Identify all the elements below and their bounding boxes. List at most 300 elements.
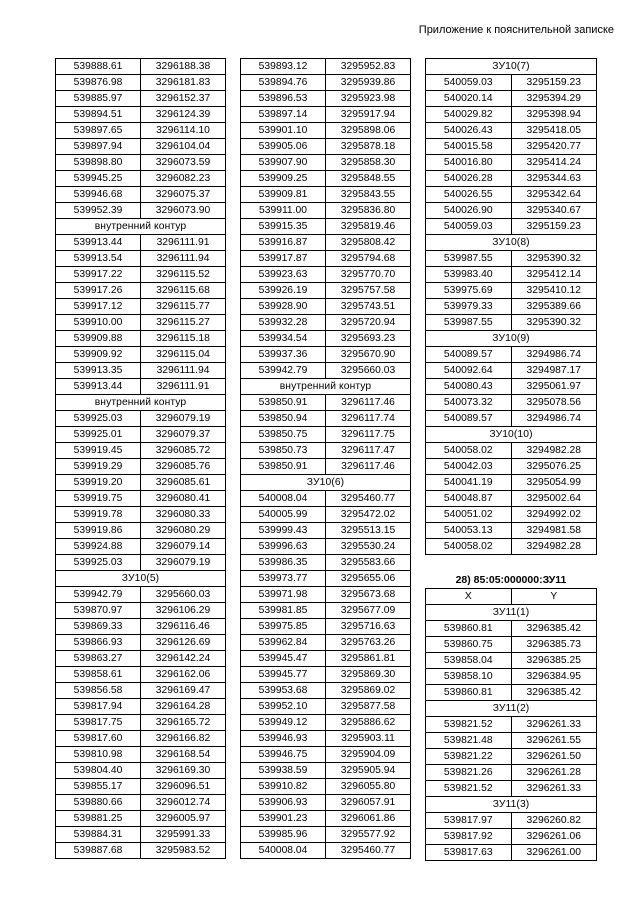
table-row — [241, 523, 411, 539]
spacer — [425, 555, 597, 572]
table-row — [56, 619, 226, 635]
contour-label-row — [426, 701, 597, 717]
x-coordinate-cell: 539917.87 — [241, 251, 326, 267]
x-coordinate-cell: 539945.47 — [241, 651, 326, 667]
x-coordinate-cell: 539985.96 — [241, 827, 326, 843]
x-coordinate-cell: 539858.04 — [426, 653, 512, 669]
coordinates-table — [425, 58, 597, 555]
y-coordinate-cell: 3295869.30 — [326, 667, 411, 683]
x-coordinate-cell: 540008.04 — [241, 491, 326, 507]
y-coordinate-cell: 3295983.52 — [141, 843, 226, 859]
y-coordinate-cell: 3296082.23 — [141, 171, 226, 187]
table-row — [56, 123, 226, 139]
x-coordinate-cell: 539804.40 — [56, 763, 141, 779]
table-row — [241, 459, 411, 475]
x-coordinate-cell: 540058.02 — [426, 443, 512, 459]
y-coordinate-cell: 3296115.77 — [141, 299, 226, 315]
y-coordinate-cell: 3296115.27 — [141, 315, 226, 331]
y-coordinate-cell: 3295472.02 — [326, 507, 411, 523]
y-coordinate-cell: 3296169.30 — [141, 763, 226, 779]
x-coordinate-cell: 539906.93 — [241, 795, 326, 811]
y-coordinate-cell: 3296114.10 — [141, 123, 226, 139]
table-row — [241, 811, 411, 827]
x-coordinate-cell: 540048.87 — [426, 491, 512, 507]
table-row — [241, 315, 411, 331]
x-coordinate-cell: 539866.93 — [56, 635, 141, 651]
x-coordinate-cell: 539913.35 — [56, 363, 141, 379]
table-row — [426, 347, 597, 363]
table-row — [241, 75, 411, 91]
table-row — [241, 267, 411, 283]
x-coordinate-cell: 539909.88 — [56, 331, 141, 347]
y-coordinate-cell: 3295394.29 — [511, 91, 597, 107]
table-row — [426, 411, 597, 427]
table-row — [426, 621, 597, 637]
table-row — [56, 635, 226, 651]
y-coordinate-cell: 3296117.46 — [326, 395, 411, 411]
contour-label: ЗУ11(3) — [426, 797, 597, 813]
y-coordinate-cell: 3296115.52 — [141, 267, 226, 283]
x-coordinate-cell: 539881.25 — [56, 811, 141, 827]
table-row — [426, 75, 597, 91]
table-row — [56, 715, 226, 731]
y-coordinate-cell: 3294992.02 — [511, 507, 597, 523]
table-row — [56, 763, 226, 779]
table-row — [426, 363, 597, 379]
y-coordinate-cell: 3296261.33 — [511, 781, 597, 797]
table-row — [56, 459, 226, 475]
y-coordinate-cell: 3296080.41 — [141, 491, 226, 507]
table-row — [426, 507, 597, 523]
table-row — [426, 91, 597, 107]
x-coordinate-cell: 539817.60 — [56, 731, 141, 747]
x-coordinate-cell: 540041.19 — [426, 475, 512, 491]
y-coordinate-cell: 3294986.74 — [511, 347, 597, 363]
table-row — [56, 507, 226, 523]
table-row — [241, 699, 411, 715]
y-coordinate-cell: 3295530.24 — [326, 539, 411, 555]
table-row — [426, 443, 597, 459]
x-coordinate-cell: X — [426, 589, 512, 605]
x-coordinate-cell: 539893.12 — [241, 59, 326, 75]
contour-label-row — [426, 797, 597, 813]
table-row — [56, 203, 226, 219]
x-coordinate-cell: 539913.44 — [56, 235, 141, 251]
x-coordinate-cell: 540026.43 — [426, 123, 512, 139]
y-coordinate-cell: 3295757.58 — [326, 283, 411, 299]
table-row — [56, 331, 226, 347]
x-coordinate-cell: 539932.28 — [241, 315, 326, 331]
contour-label-row — [241, 475, 411, 491]
table-row — [426, 251, 597, 267]
x-coordinate-cell: 539817.97 — [426, 813, 512, 829]
y-coordinate-cell: 3296104.04 — [141, 139, 226, 155]
x-coordinate-cell: 539885.97 — [56, 91, 141, 107]
x-coordinate-cell: 540092.64 — [426, 363, 512, 379]
y-coordinate-cell: 3294982.28 — [511, 443, 597, 459]
x-coordinate-cell: 539952.39 — [56, 203, 141, 219]
table-row — [241, 795, 411, 811]
x-coordinate-cell: 539999.43 — [241, 523, 326, 539]
contour-label: внутренний контур — [56, 219, 226, 235]
section-title: 28) 85:05:000000:ЗУ11 — [455, 574, 567, 586]
x-coordinate-cell: 539888.61 — [56, 59, 141, 75]
y-coordinate-cell: 3295858.30 — [326, 155, 411, 171]
contour-label-row — [426, 605, 597, 621]
x-coordinate-cell: 539856.58 — [56, 683, 141, 699]
x-coordinate-cell: 539858.10 — [426, 669, 512, 685]
x-coordinate-cell: 539907.90 — [241, 155, 326, 171]
table-row — [56, 651, 226, 667]
y-coordinate-cell: 3295848.55 — [326, 171, 411, 187]
table-row — [426, 283, 597, 299]
x-coordinate-cell: 539821.52 — [426, 717, 512, 733]
y-coordinate-cell: 3296073.59 — [141, 155, 226, 171]
x-coordinate-cell: 539817.94 — [56, 699, 141, 715]
y-coordinate-cell: 3295076.25 — [511, 459, 597, 475]
y-coordinate-cell: 3296165.72 — [141, 715, 226, 731]
table-row — [56, 827, 226, 843]
y-coordinate-cell: 3295991.33 — [141, 827, 226, 843]
table-row — [241, 603, 411, 619]
x-coordinate-cell: 539876.98 — [56, 75, 141, 91]
table-row — [241, 59, 411, 75]
table-row — [56, 539, 226, 555]
x-coordinate-cell: 539860.81 — [426, 685, 512, 701]
y-coordinate-cell: 3296057.91 — [326, 795, 411, 811]
table-row — [56, 315, 226, 331]
y-coordinate-cell: 3296111.94 — [141, 363, 226, 379]
y-coordinate-cell: 3296061.86 — [326, 811, 411, 827]
x-coordinate-cell: 539953.68 — [241, 683, 326, 699]
x-coordinate-cell: 539901.10 — [241, 123, 326, 139]
table-row — [426, 171, 597, 187]
y-coordinate-cell: 3295794.68 — [326, 251, 411, 267]
x-coordinate-cell: 539909.92 — [56, 347, 141, 363]
y-coordinate-cell: 3295078.56 — [511, 395, 597, 411]
table-row — [241, 619, 411, 635]
y-coordinate-cell: 3295923.98 — [326, 91, 411, 107]
table-row — [56, 155, 226, 171]
table-row — [56, 363, 226, 379]
x-coordinate-cell: 540026.55 — [426, 187, 512, 203]
x-coordinate-cell: 539810.98 — [56, 747, 141, 763]
table-row — [56, 811, 226, 827]
table-row — [426, 315, 597, 331]
y-coordinate-cell: 3296111.91 — [141, 379, 226, 395]
contour-label: ЗУ10(5) — [56, 571, 226, 587]
y-coordinate-cell: 3296079.37 — [141, 427, 226, 443]
x-coordinate-cell: 540053.13 — [426, 523, 512, 539]
table-row — [56, 91, 226, 107]
x-coordinate-cell: 539880.66 — [56, 795, 141, 811]
y-coordinate-cell: 3296075.37 — [141, 187, 226, 203]
y-coordinate-cell: 3295577.92 — [326, 827, 411, 843]
table-row — [241, 539, 411, 555]
x-coordinate-cell: 539894.76 — [241, 75, 326, 91]
x-coordinate-cell: 539897.94 — [56, 139, 141, 155]
y-coordinate-cell: 3296188.38 — [141, 59, 226, 75]
y-coordinate-cell: 3295693.23 — [326, 331, 411, 347]
table-row — [241, 683, 411, 699]
table-row — [241, 203, 411, 219]
x-coordinate-cell: 539909.81 — [241, 187, 326, 203]
coordinates-table — [240, 58, 411, 859]
x-coordinate-cell: 539850.73 — [241, 443, 326, 459]
contour-label-row — [426, 427, 597, 443]
x-coordinate-cell: 539975.69 — [426, 283, 512, 299]
x-coordinate-cell: 539870.97 — [56, 603, 141, 619]
table-row — [241, 667, 411, 683]
x-coordinate-cell: 539850.91 — [241, 395, 326, 411]
table-row — [56, 299, 226, 315]
table-row — [241, 331, 411, 347]
x-coordinate-cell: 539821.48 — [426, 733, 512, 749]
x-coordinate-cell: 539850.91 — [241, 459, 326, 475]
x-coordinate-cell: 539962.84 — [241, 635, 326, 651]
x-coordinate-cell: 539919.29 — [56, 459, 141, 475]
y-coordinate-cell: 3295389.66 — [511, 299, 597, 315]
x-coordinate-cell: 540073.32 — [426, 395, 512, 411]
table-row — [426, 669, 597, 685]
y-coordinate-cell: 3294981.58 — [511, 523, 597, 539]
contour-label: ЗУ10(7) — [426, 59, 597, 75]
contour-label-row — [241, 379, 411, 395]
x-coordinate-cell: 539915.35 — [241, 219, 326, 235]
x-coordinate-cell: 540015.58 — [426, 139, 512, 155]
y-coordinate-cell: 3296111.94 — [141, 251, 226, 267]
table-row — [241, 395, 411, 411]
coordinates-table — [55, 58, 226, 859]
y-coordinate-cell: 3296261.00 — [511, 845, 597, 861]
table-row — [56, 235, 226, 251]
table-row — [426, 813, 597, 829]
y-coordinate-cell: 3295418.05 — [511, 123, 597, 139]
table-row — [56, 347, 226, 363]
y-coordinate-cell: 3295770.70 — [326, 267, 411, 283]
y-coordinate-cell: 3295054.99 — [511, 475, 597, 491]
y-coordinate-cell: 3296115.04 — [141, 347, 226, 363]
table-row — [56, 603, 226, 619]
table-row — [241, 427, 411, 443]
table-row — [241, 555, 411, 571]
table-row — [426, 717, 597, 733]
x-coordinate-cell: 539934.54 — [241, 331, 326, 347]
table-row — [56, 427, 226, 443]
y-coordinate-cell: 3296261.28 — [511, 765, 597, 781]
table-row — [56, 283, 226, 299]
table-row — [426, 475, 597, 491]
table-row — [426, 379, 597, 395]
x-coordinate-cell: 539913.54 — [56, 251, 141, 267]
table-row — [426, 491, 597, 507]
contour-label: ЗУ10(10) — [426, 427, 597, 443]
table-row — [426, 299, 597, 315]
y-coordinate-cell: 3296106.29 — [141, 603, 226, 619]
table-row — [426, 845, 597, 861]
y-coordinate-cell: 3294987.17 — [511, 363, 597, 379]
x-coordinate-cell: 540020.14 — [426, 91, 512, 107]
x-coordinate-cell: 539919.75 — [56, 491, 141, 507]
x-coordinate-cell: 539913.44 — [56, 379, 141, 395]
table-row — [426, 781, 597, 797]
y-coordinate-cell: 3295583.66 — [326, 555, 411, 571]
table-row — [426, 685, 597, 701]
table-row — [426, 187, 597, 203]
x-coordinate-cell: 539860.75 — [426, 637, 512, 653]
y-coordinate-cell: 3296085.72 — [141, 443, 226, 459]
x-coordinate-cell: 539863.27 — [56, 651, 141, 667]
y-coordinate-cell: 3296079.19 — [141, 555, 226, 571]
y-coordinate-cell: 3296260.82 — [511, 813, 597, 829]
x-coordinate-cell: 539945.77 — [241, 667, 326, 683]
y-coordinate-cell: 3295412.14 — [511, 267, 597, 283]
table-row — [56, 267, 226, 283]
x-coordinate-cell: 539855.17 — [56, 779, 141, 795]
x-coordinate-cell: 539987.55 — [426, 315, 512, 331]
x-coordinate-cell: 539910.00 — [56, 315, 141, 331]
table-row — [241, 507, 411, 523]
x-coordinate-cell: 540059.03 — [426, 75, 512, 91]
table-row — [426, 139, 597, 155]
y-coordinate-cell: 3295939.86 — [326, 75, 411, 91]
table-row — [56, 843, 226, 859]
coordinates-column-3 — [425, 58, 597, 861]
x-coordinate-cell: 539916.87 — [241, 235, 326, 251]
y-coordinate-cell: 3295677.09 — [326, 603, 411, 619]
table-row — [56, 475, 226, 491]
table-row — [426, 829, 597, 845]
x-coordinate-cell: 539860.81 — [426, 621, 512, 637]
x-coordinate-cell: 539925.03 — [56, 411, 141, 427]
coordinates-column-1 — [55, 58, 226, 859]
x-coordinate-cell: 540042.03 — [426, 459, 512, 475]
table-row — [241, 763, 411, 779]
x-coordinate-cell: 539858.61 — [56, 667, 141, 683]
y-coordinate-cell: 3296116.46 — [141, 619, 226, 635]
table-row — [426, 765, 597, 781]
x-coordinate-cell: 539897.14 — [241, 107, 326, 123]
table-row — [426, 459, 597, 475]
table-row — [56, 523, 226, 539]
y-coordinate-cell: 3295460.77 — [326, 491, 411, 507]
x-coordinate-cell: 539817.92 — [426, 829, 512, 845]
y-coordinate-cell: 3296005.97 — [141, 811, 226, 827]
y-coordinate-cell: 3296117.75 — [326, 427, 411, 443]
contour-label-row — [56, 219, 226, 235]
x-coordinate-cell: 539905.06 — [241, 139, 326, 155]
table-row — [241, 219, 411, 235]
table-row — [241, 651, 411, 667]
x-coordinate-cell: 539817.63 — [426, 845, 512, 861]
x-coordinate-cell: 539910.82 — [241, 779, 326, 795]
table-row — [426, 267, 597, 283]
table-row — [241, 139, 411, 155]
y-coordinate-cell: 3295673.68 — [326, 587, 411, 603]
x-coordinate-cell: 539946.68 — [56, 187, 141, 203]
x-coordinate-cell: 539850.94 — [241, 411, 326, 427]
contour-label: ЗУ11(2) — [426, 701, 597, 717]
y-coordinate-cell: 3296384.95 — [511, 669, 597, 685]
y-coordinate-cell: 3296168.54 — [141, 747, 226, 763]
x-coordinate-cell: 539946.93 — [241, 731, 326, 747]
contour-label: ЗУ11(1) — [426, 605, 597, 621]
y-coordinate-cell: 3295743.51 — [326, 299, 411, 315]
y-coordinate-cell: 3296117.46 — [326, 459, 411, 475]
x-coordinate-cell: 539983.40 — [426, 267, 512, 283]
y-coordinate-cell: 3295342.64 — [511, 187, 597, 203]
x-coordinate-cell: 539917.22 — [56, 267, 141, 283]
x-coordinate-cell: 539919.78 — [56, 507, 141, 523]
table-row — [426, 107, 597, 123]
x-coordinate-cell: 539925.03 — [56, 555, 141, 571]
page-header: Приложение к пояснительной записке — [418, 24, 614, 36]
contour-label-row — [426, 331, 597, 347]
table-row — [56, 731, 226, 747]
x-coordinate-cell: 539971.98 — [241, 587, 326, 603]
x-coordinate-cell: 540059.03 — [426, 219, 512, 235]
table-row — [241, 155, 411, 171]
table-row — [241, 827, 411, 843]
y-coordinate-cell: 3295877.58 — [326, 699, 411, 715]
y-coordinate-cell: 3295660.03 — [326, 363, 411, 379]
table-row — [241, 571, 411, 587]
x-coordinate-cell: 539821.26 — [426, 765, 512, 781]
y-coordinate-cell: 3296117.47 — [326, 443, 411, 459]
x-coordinate-cell: 539942.79 — [56, 587, 141, 603]
y-coordinate-cell: 3295861.81 — [326, 651, 411, 667]
y-coordinate-cell: Y — [511, 589, 597, 605]
x-coordinate-cell: 539928.90 — [241, 299, 326, 315]
x-coordinate-cell: 539979.33 — [426, 299, 512, 315]
table-row — [426, 203, 597, 219]
y-coordinate-cell: 3295819.46 — [326, 219, 411, 235]
x-coordinate-cell: 539925.01 — [56, 427, 141, 443]
x-coordinate-cell: 539911.00 — [241, 203, 326, 219]
y-coordinate-cell: 3295159.23 — [511, 75, 597, 91]
y-coordinate-cell: 3295390.32 — [511, 251, 597, 267]
y-coordinate-cell: 3295340.67 — [511, 203, 597, 219]
contour-label: внутренний контур — [241, 379, 411, 395]
y-coordinate-cell: 3295843.55 — [326, 187, 411, 203]
table-row — [241, 251, 411, 267]
x-coordinate-cell: 539817.75 — [56, 715, 141, 731]
x-coordinate-cell: 539949.12 — [241, 715, 326, 731]
y-coordinate-cell: 3296012.74 — [141, 795, 226, 811]
table-row — [241, 715, 411, 731]
y-coordinate-cell: 3296115.68 — [141, 283, 226, 299]
y-coordinate-cell: 3295952.83 — [326, 59, 411, 75]
table-row — [241, 779, 411, 795]
table-row — [426, 219, 597, 235]
table-row — [56, 443, 226, 459]
y-coordinate-cell: 3296261.55 — [511, 733, 597, 749]
y-coordinate-cell: 3295390.32 — [511, 315, 597, 331]
x-coordinate-cell: 539946.75 — [241, 747, 326, 763]
x-coordinate-cell: 539909.25 — [241, 171, 326, 187]
y-coordinate-cell: 3295898.06 — [326, 123, 411, 139]
table-row — [56, 411, 226, 427]
contour-label: ЗУ10(9) — [426, 331, 597, 347]
y-coordinate-cell: 3296169.47 — [141, 683, 226, 699]
x-coordinate-cell: 539884.31 — [56, 827, 141, 843]
table-row — [426, 155, 597, 171]
x-coordinate-cell: 539975.85 — [241, 619, 326, 635]
x-coordinate-cell: 539898.80 — [56, 155, 141, 171]
y-coordinate-cell: 3296073.90 — [141, 203, 226, 219]
y-coordinate-cell: 3296142.24 — [141, 651, 226, 667]
y-coordinate-cell: 3296115.18 — [141, 331, 226, 347]
